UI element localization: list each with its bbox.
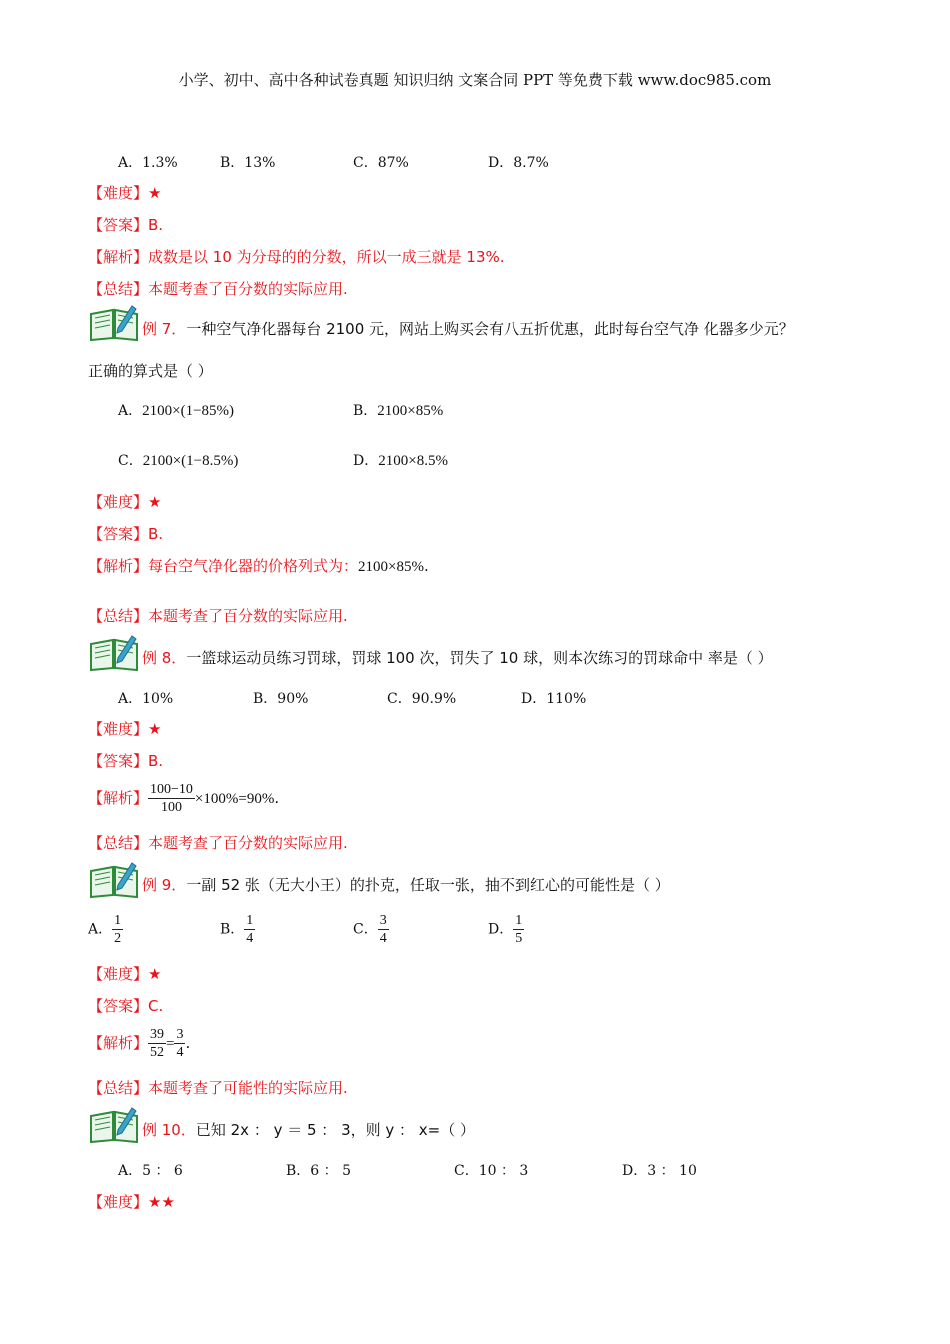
analysis-label: 【解析】 <box>88 789 149 807</box>
summary-text: 本题考查了百分数的实际应用. <box>148 280 348 298</box>
fraction-denominator: 4 <box>176 1045 184 1060</box>
q9-summary <box>88 1077 348 1098</box>
q6-option-b: B．13% <box>220 155 276 171</box>
analysis-math: 2100×85% <box>358 559 424 575</box>
q9-option-d <box>488 912 524 947</box>
q6-summary <box>88 278 348 299</box>
summary-label: 【总结】 <box>88 607 149 625</box>
analysis-end: . <box>274 789 280 807</box>
analysis-text: 成数是以 10 为分母的的分数，所以一成三就是 13%. <box>148 248 505 266</box>
option-label: B． <box>220 921 245 938</box>
q7-option-c-label: C． <box>118 453 143 469</box>
analysis-fraction <box>148 781 195 816</box>
difficulty-label: 【难度】 <box>88 965 149 983</box>
equals-sign: = <box>166 1036 175 1052</box>
option-fraction <box>513 912 524 947</box>
q7-stem-line2: 正确的算式是（ ） <box>88 362 213 380</box>
q10-stem <box>142 1119 475 1140</box>
q8-option-a: A．10% <box>118 691 174 707</box>
option-fraction <box>244 912 255 947</box>
option-label: A． <box>88 921 113 938</box>
q9-number: 例 9． <box>142 876 187 894</box>
summary-label: 【总结】 <box>88 834 149 852</box>
fraction-denominator: 5 <box>515 931 523 946</box>
q9-option-a <box>88 912 123 947</box>
q10-number: 例 10． <box>142 1121 196 1139</box>
q9-stem-text: 一副 52 张（无大小王）的扑克，任取一张，抽不到红心的可能性是（ ） <box>186 876 670 894</box>
fraction-numerator: 100−10 <box>150 782 193 797</box>
q7-option-b-label: B． <box>353 403 378 419</box>
answer-value: C. <box>148 997 164 1015</box>
analysis-end: . <box>185 1034 191 1052</box>
q10-option-d: D．3 ： 10 <box>622 1163 697 1179</box>
q6-answer <box>88 214 163 235</box>
answer-value: B. <box>148 752 164 770</box>
q10-option-c: C．10 ： 3 <box>454 1163 529 1179</box>
q7-option-c <box>118 450 238 470</box>
book-icon <box>88 302 140 342</box>
answer-label: 【答案】 <box>88 752 149 770</box>
difficulty-label: 【难度】 <box>88 1193 149 1211</box>
difficulty-stars: ★★ <box>148 1193 175 1211</box>
q8-summary <box>88 832 348 853</box>
q6-difficulty <box>88 182 161 203</box>
q6-option-c: C．87% <box>353 155 409 171</box>
q10-option-b: B．6 ： 5 <box>286 1163 352 1179</box>
q9-stem <box>142 874 670 895</box>
summary-text: 本题考查了百分数的实际应用. <box>148 834 348 852</box>
q8-number: 例 8． <box>142 649 187 667</box>
q10-option-a: A．5 ： 6 <box>118 1163 183 1179</box>
fraction-numerator: 1 <box>515 913 523 928</box>
q8-stem <box>142 647 773 668</box>
q7-number: 例 7． <box>142 320 187 338</box>
analysis-label: 【解析】 <box>88 1034 149 1052</box>
difficulty-label: 【难度】 <box>88 184 149 202</box>
option-label: C． <box>353 921 378 938</box>
page-header: 小学、初中、高中各种试卷真题 知识归纳 文案合同 PPT 等免费下载 www.doc985.com <box>178 71 772 89</box>
summary-text: 本题考查了百分数的实际应用. <box>148 607 348 625</box>
analysis-text: 每台空气净化器的价格列式为： <box>148 557 359 575</box>
q7-option-a-label: A． <box>118 403 143 419</box>
answer-label: 【答案】 <box>88 997 149 1015</box>
fraction-denominator: 4 <box>246 931 254 946</box>
difficulty-label: 【难度】 <box>88 720 149 738</box>
summary-label: 【总结】 <box>88 1079 149 1097</box>
q10-difficulty <box>88 1191 175 1212</box>
difficulty-stars: ★ <box>148 965 162 983</box>
q10-stem-text: 已知 2x ： y ＝ 5 ： 3，则 y ： x=（ ） <box>195 1121 476 1139</box>
q6-option-d: D．8.7% <box>488 155 549 171</box>
q9-option-c <box>353 912 389 947</box>
q7-difficulty <box>88 491 161 512</box>
book-icon <box>88 1104 140 1144</box>
q9-analysis <box>88 1024 190 1063</box>
option-label: D． <box>488 921 514 938</box>
answer-value: B. <box>148 216 164 234</box>
q7-option-d <box>353 450 448 470</box>
q7-option-d-math: 2100×8.5% <box>378 453 448 469</box>
analysis-fraction <box>148 1026 166 1061</box>
option-fraction <box>112 912 123 947</box>
fraction-numerator: 1 <box>246 913 254 928</box>
q7-option-d-label: D． <box>353 453 379 469</box>
fraction-numerator: 3 <box>379 913 387 928</box>
q6-option-a: A．1.3% <box>118 155 178 171</box>
analysis-label: 【解析】 <box>88 557 149 575</box>
analysis-label: 【解析】 <box>88 248 149 266</box>
q9-option-b <box>220 912 255 947</box>
q7-stem-text: 一种空气净化器每台 2100 元，网站上购买会有八五折优惠，此时每台空气净 化器多少元？ <box>186 320 794 338</box>
answer-value: B. <box>148 525 164 543</box>
analysis-fraction <box>174 1026 185 1061</box>
fraction-numerator: 3 <box>176 1027 184 1042</box>
q8-difficulty <box>88 718 161 739</box>
q9-answer <box>88 995 163 1016</box>
book-icon <box>88 632 140 672</box>
answer-label: 【答案】 <box>88 525 149 543</box>
fraction-denominator: 100 <box>160 800 182 815</box>
q8-option-c: C．90.9% <box>387 691 457 707</box>
fraction-denominator: 2 <box>114 931 122 946</box>
summary-label: 【总结】 <box>88 280 149 298</box>
q8-stem-text: 一篮球运动员练习罚球，罚球 100 次，罚失了 10 球，则本次练习的罚球命中 率是（ ） <box>186 649 773 667</box>
analysis-end: . <box>424 557 429 575</box>
q8-option-b: B．90% <box>253 691 309 707</box>
q9-difficulty <box>88 963 161 984</box>
q7-option-a-math: 2100×(1−85%) <box>142 403 235 419</box>
difficulty-stars: ★ <box>148 493 162 511</box>
q8-answer <box>88 750 163 771</box>
difficulty-label: 【难度】 <box>88 493 149 511</box>
difficulty-stars: ★ <box>148 184 162 202</box>
fraction-numerator: 1 <box>114 913 122 928</box>
option-fraction <box>378 912 389 947</box>
q7-option-b-math: 2100×85% <box>377 403 444 419</box>
book-icon <box>88 859 140 899</box>
analysis-math: ×100%=90% <box>194 791 275 807</box>
q7-analysis <box>88 555 429 576</box>
q6-analysis <box>88 246 505 267</box>
q8-option-d: D．110% <box>521 691 587 707</box>
q7-option-c-math: 2100×(1−8.5%) <box>142 453 239 469</box>
summary-text: 本题考查了可能性的实际应用. <box>148 1079 348 1097</box>
fraction-denominator: 52 <box>150 1045 165 1060</box>
fraction-denominator: 4 <box>379 931 387 946</box>
q7-option-b <box>353 400 443 420</box>
q8-analysis <box>88 780 279 817</box>
q7-answer <box>88 523 163 544</box>
q7-summary <box>88 605 348 626</box>
q7-option-a <box>118 400 234 420</box>
fraction-numerator: 39 <box>150 1027 165 1042</box>
difficulty-stars: ★ <box>148 720 162 738</box>
answer-label: 【答案】 <box>88 216 149 234</box>
q7-stem <box>142 318 794 339</box>
